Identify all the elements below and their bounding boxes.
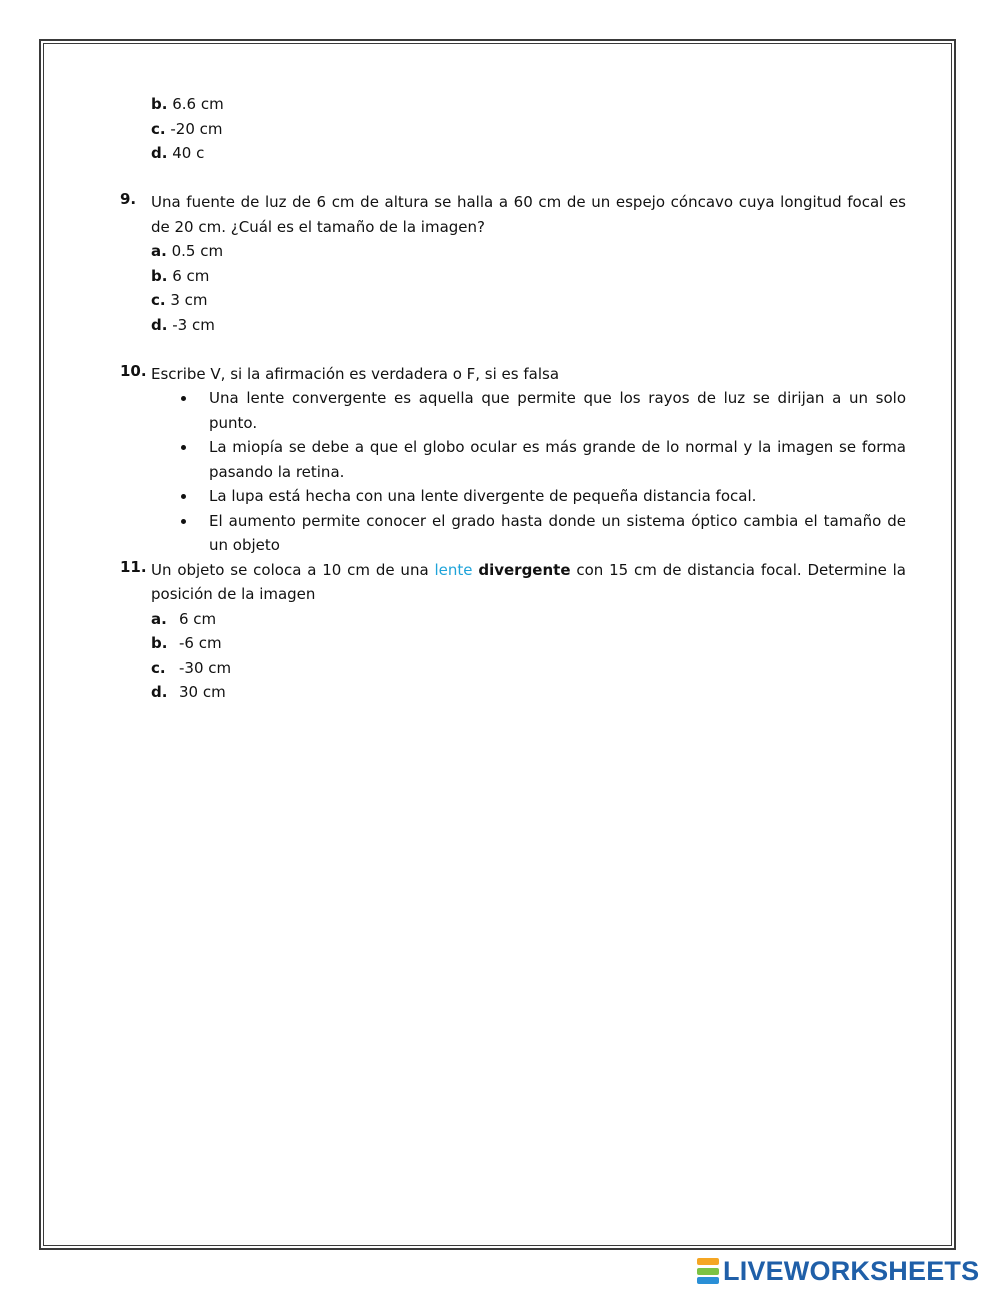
liveworksheets-brand <box>697 1256 979 1286</box>
question-number: 9. <box>120 190 137 208</box>
option-a[interactable]: a. 6 cm <box>151 609 217 628</box>
liveworksheets-logo-icon <box>697 1258 719 1284</box>
option-d[interactable]: d. 40 c <box>151 144 205 162</box>
option-c[interactable]: c. -30 cm <box>151 658 232 677</box>
question-8-options <box>120 92 906 166</box>
question-11 <box>120 558 906 607</box>
question-number: 11. <box>120 557 147 576</box>
question-text: Una fuente de luz de 6 cm de altura se halla a 60 cm de un espejo cóncavo cuya longitud focal es de 20 cm. ¿Cuál es el tamaño de la imagen? <box>151 193 906 236</box>
worksheet-content <box>120 92 906 705</box>
statement-item[interactable]: La miopía se debe a que el globo ocular es más grande de lo normal y la imagen se forma pasando la retina. <box>178 435 906 484</box>
statement-item[interactable]: El aumento permite conocer el grado hasta donde un sistema óptico cambia el tamaño de un objeto <box>178 509 906 558</box>
bold-word: divergente <box>478 560 571 579</box>
option-b[interactable]: b. -6 cm <box>151 634 222 652</box>
question-text: Un objeto se coloca a 10 cm de una lente divergente con 15 cm de distancia focal. Determine la posición de la imagen <box>151 560 906 603</box>
question-9-options <box>120 239 906 337</box>
brand-wordmark: LIVEWORKSHEETS <box>723 1255 980 1286</box>
statement-item[interactable]: Una lente convergente es aquella que permite que los rayos de luz se dirijan a un solo punto. <box>178 386 906 435</box>
option-a[interactable]: a. 0.5 cm <box>151 242 224 260</box>
question-10 <box>120 362 906 387</box>
option-d[interactable]: d. -3 cm <box>151 315 215 334</box>
option-c[interactable]: c. -20 cm <box>151 119 223 138</box>
question-number: 10. <box>120 361 147 380</box>
question-11-options <box>120 607 906 705</box>
question-9 <box>120 190 906 239</box>
option-b[interactable]: b. 6 cm <box>151 266 210 285</box>
statement-item[interactable]: La lupa está hecha con una lente divergente de pequeña distancia focal. <box>178 484 906 509</box>
highlighted-word: lente <box>434 560 473 579</box>
statement-list <box>120 386 906 558</box>
question-text: Escribe V, si la afirmación es verdadera o F, si es falsa <box>151 364 560 383</box>
option-c[interactable]: c. 3 cm <box>151 291 208 309</box>
option-d[interactable]: d. 30 cm <box>151 683 226 701</box>
option-b[interactable]: b. 6.6 cm <box>151 95 224 113</box>
